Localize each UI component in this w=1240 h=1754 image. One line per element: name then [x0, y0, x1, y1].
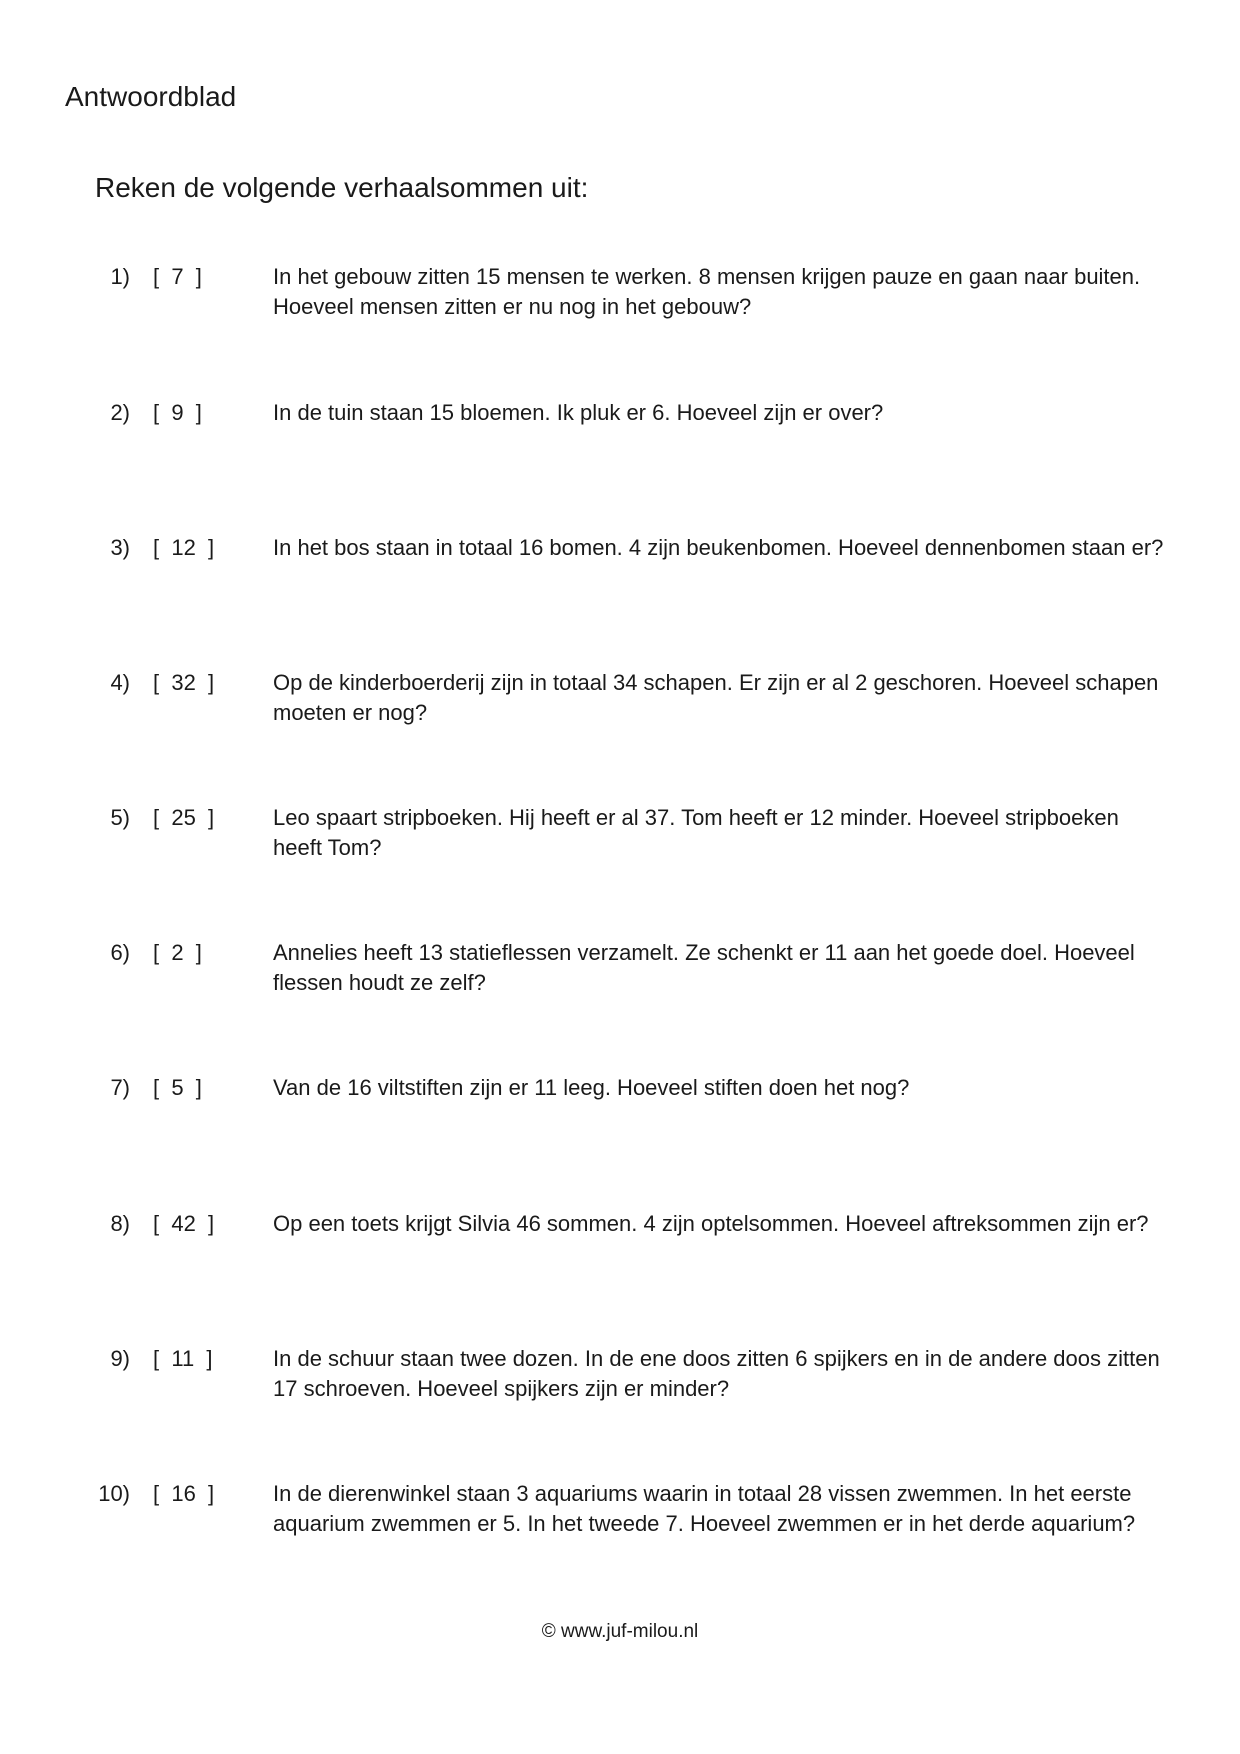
question-number: 9)	[110, 1346, 130, 1371]
question-number: 1)	[110, 264, 130, 289]
question-text: In de tuin staan 15 bloemen. Ik pluk er 6. Hoeveel zijn er over?	[273, 400, 884, 425]
question-text: Annelies heeft 13 statieflessen verzamelt. Ze schenkt er 11 aan het goede doel. Hoeveel flessen houdt ze zelf?	[273, 940, 1135, 995]
question-number: 6)	[110, 940, 130, 965]
question-number: 3)	[110, 535, 130, 560]
question-number: 4)	[110, 670, 130, 695]
question-number: 2)	[110, 400, 130, 425]
answer-box: [ 12 ]	[153, 535, 215, 560]
answer-box: [ 2 ]	[153, 940, 202, 965]
answer-box: [ 7 ]	[153, 264, 202, 289]
answer-box: [ 25 ]	[153, 805, 215, 830]
copyright-footer: © www.juf-milou.nl	[541, 1621, 699, 1642]
question-number: 7)	[110, 1075, 130, 1100]
question-text: Leo spaart stripboeken. Hij heeft er al 37. Tom heeft er 12 minder. Hoeveel stripboeken heeft Tom?	[273, 805, 1119, 860]
answer-box: [ 9 ]	[153, 400, 202, 425]
answer-box: [ 32 ]	[153, 670, 215, 695]
question-text: Op de kinderboerderij zijn in totaal 34 schapen. Er zijn er al 2 geschoren. Hoeveel schapen moeten er nog?	[273, 670, 1159, 725]
page-title: Antwoordblad	[65, 81, 237, 112]
question-text: Van de 16 viltstiften zijn er 11 leeg. Hoeveel stiften doen het nog?	[273, 1075, 910, 1100]
question-text: In het gebouw zitten 15 mensen te werken. 8 mensen krijgen pauze en gaan naar buiten. Hoeveel mensen zitten er nu nog in het gebouw?	[273, 264, 1141, 319]
question-number: 10)	[98, 1481, 130, 1506]
instruction-heading: Reken de volgende verhaalsommen uit:	[95, 172, 589, 203]
question-number: 8)	[110, 1211, 130, 1236]
question-text: In de schuur staan twee dozen. In de ene doos zitten 6 spijkers en in de andere doos zitten 17 schroeven. Hoeveel spijkers zijn er minder?	[273, 1346, 1160, 1401]
question-text: In het bos staan in totaal 16 bomen. 4 zijn beukenbomen. Hoeveel dennenbomen staan er?	[273, 535, 1164, 560]
question-text: Op een toets krijgt Silvia 46 sommen. 4 zijn optelsommen. Hoeveel aftreksommen zijn er?	[273, 1211, 1149, 1236]
answer-box: [ 11 ]	[153, 1346, 213, 1371]
answer-box: [ 5 ]	[153, 1075, 202, 1100]
question-number: 5)	[110, 805, 130, 830]
question-text: In de dierenwinkel staan 3 aquariums waarin in totaal 28 vissen zwemmen. In het eerste aquarium zwemmen er 5. In het tweede 7. Hoeveel zwemmen er in het derde aquarium?	[273, 1481, 1136, 1536]
answer-box: [ 42 ]	[153, 1211, 215, 1236]
answer-box: [ 16 ]	[153, 1481, 215, 1506]
